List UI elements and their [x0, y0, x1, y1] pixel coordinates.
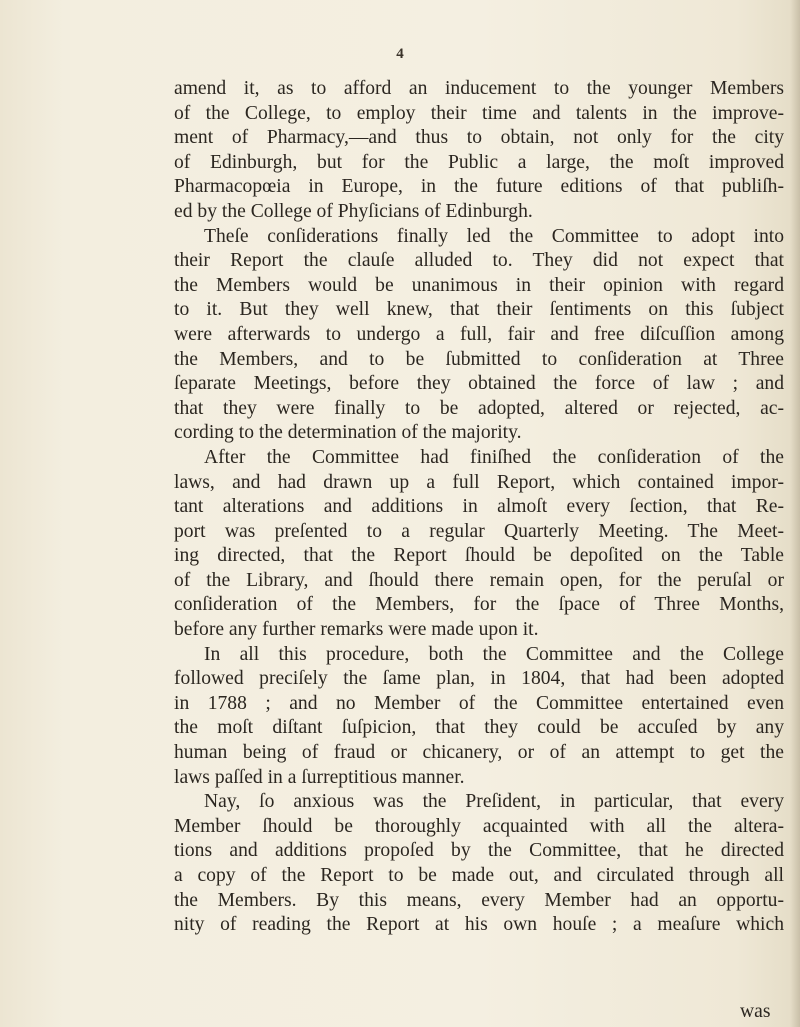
text-line: the moſt diſtant ſuſpicion, that they could be accuſed by any: [174, 717, 784, 739]
text-line: before any further remarks were made upon it.: [174, 619, 539, 641]
text-line: nity of reading the Report at his own houſe ; a meaſure which: [174, 914, 784, 936]
text-line: conſideration of the Members, for the ſpace of Three Months,: [174, 594, 784, 616]
text-line: Member ſhould be thoroughly acquainted with all the altera-: [174, 815, 784, 837]
text-line: laws, and had drawn up a full Report, which contained impor-: [174, 471, 784, 493]
text-line: tant alterations and additions in almoſt every ſection, that Re-: [174, 496, 784, 518]
text-line: in 1788 ; and no Member of the Committee entertained even: [174, 692, 784, 714]
text-line: laws paſſed in a ſurreptitious manner.: [174, 766, 465, 788]
text-line: amend it, as to afford an inducement to the younger Members: [174, 78, 784, 99]
text-line: the Members. By this means, every Member had an opportu-: [174, 889, 784, 911]
text-line: of the College, to employ their time and talents in the improve-: [174, 102, 784, 124]
text-line: Pharmacopœia in Europe, in the future editions of that publiſh-: [174, 176, 784, 198]
text-line: were afterwards to undergo a full, fair and free diſcuſſion among: [174, 323, 784, 345]
text-line: that they were finally to be adopted, altered or rejected, ac-: [174, 397, 784, 419]
text-line: to it. But they well knew, that their ſentiments on this ſubject: [174, 299, 784, 321]
text-line: a copy of the Report to be made out, and circulated through all: [174, 865, 784, 886]
text-line: followed preciſely the ſame plan, in 1804, that had been adopted: [174, 668, 784, 690]
text-line: ing directed, that the Report ſhould be depoſited on the Table: [174, 545, 784, 567]
text-line: ed by the College of Phyſicians of Edinburgh.: [174, 200, 533, 222]
text-line: cording to the determination of the majority.: [174, 422, 522, 444]
text-line: their Report the clauſe alluded to. They did not expect that: [174, 250, 784, 272]
text-line: the Members would be unanimous in their opinion with regard: [174, 274, 784, 296]
catchword: was: [740, 1001, 771, 1022]
body-text: [174, 77, 784, 938]
page-edge-shadow: [790, 0, 800, 1027]
text-line: tions and additions propoſed by the Committee, that he directed: [174, 840, 784, 862]
text-line: In all this procedure, both the Committee and the College: [204, 643, 784, 665]
page-number: 4: [396, 46, 404, 62]
text-line: human being of fraud or chicanery, or of an attempt to get the: [174, 742, 784, 764]
text-line: After the Committee had finiſhed the conſideration of the: [204, 446, 784, 468]
text-line: the Members, and to be ſubmitted to conſideration at Three: [174, 348, 784, 370]
text-line: ment of Pharmacy,—and thus to obtain, not only for the city: [174, 127, 784, 149]
text-line: of the Library, and ſhould there remain open, for the peruſal or: [174, 569, 784, 591]
text-line: Theſe conſiderations finally led the Committee to adopt into: [204, 225, 784, 247]
text-line: of Edinburgh, but for the Public a large, the moſt improved: [174, 151, 784, 173]
text-line: ſeparate Meetings, before they obtained the force of law ; and: [174, 373, 784, 395]
text-line: Nay, ſo anxious was the Preſident, in particular, that every: [204, 791, 784, 813]
text-line: port was preſented to a regular Quarterly Meeting. The Meet-: [174, 520, 784, 542]
